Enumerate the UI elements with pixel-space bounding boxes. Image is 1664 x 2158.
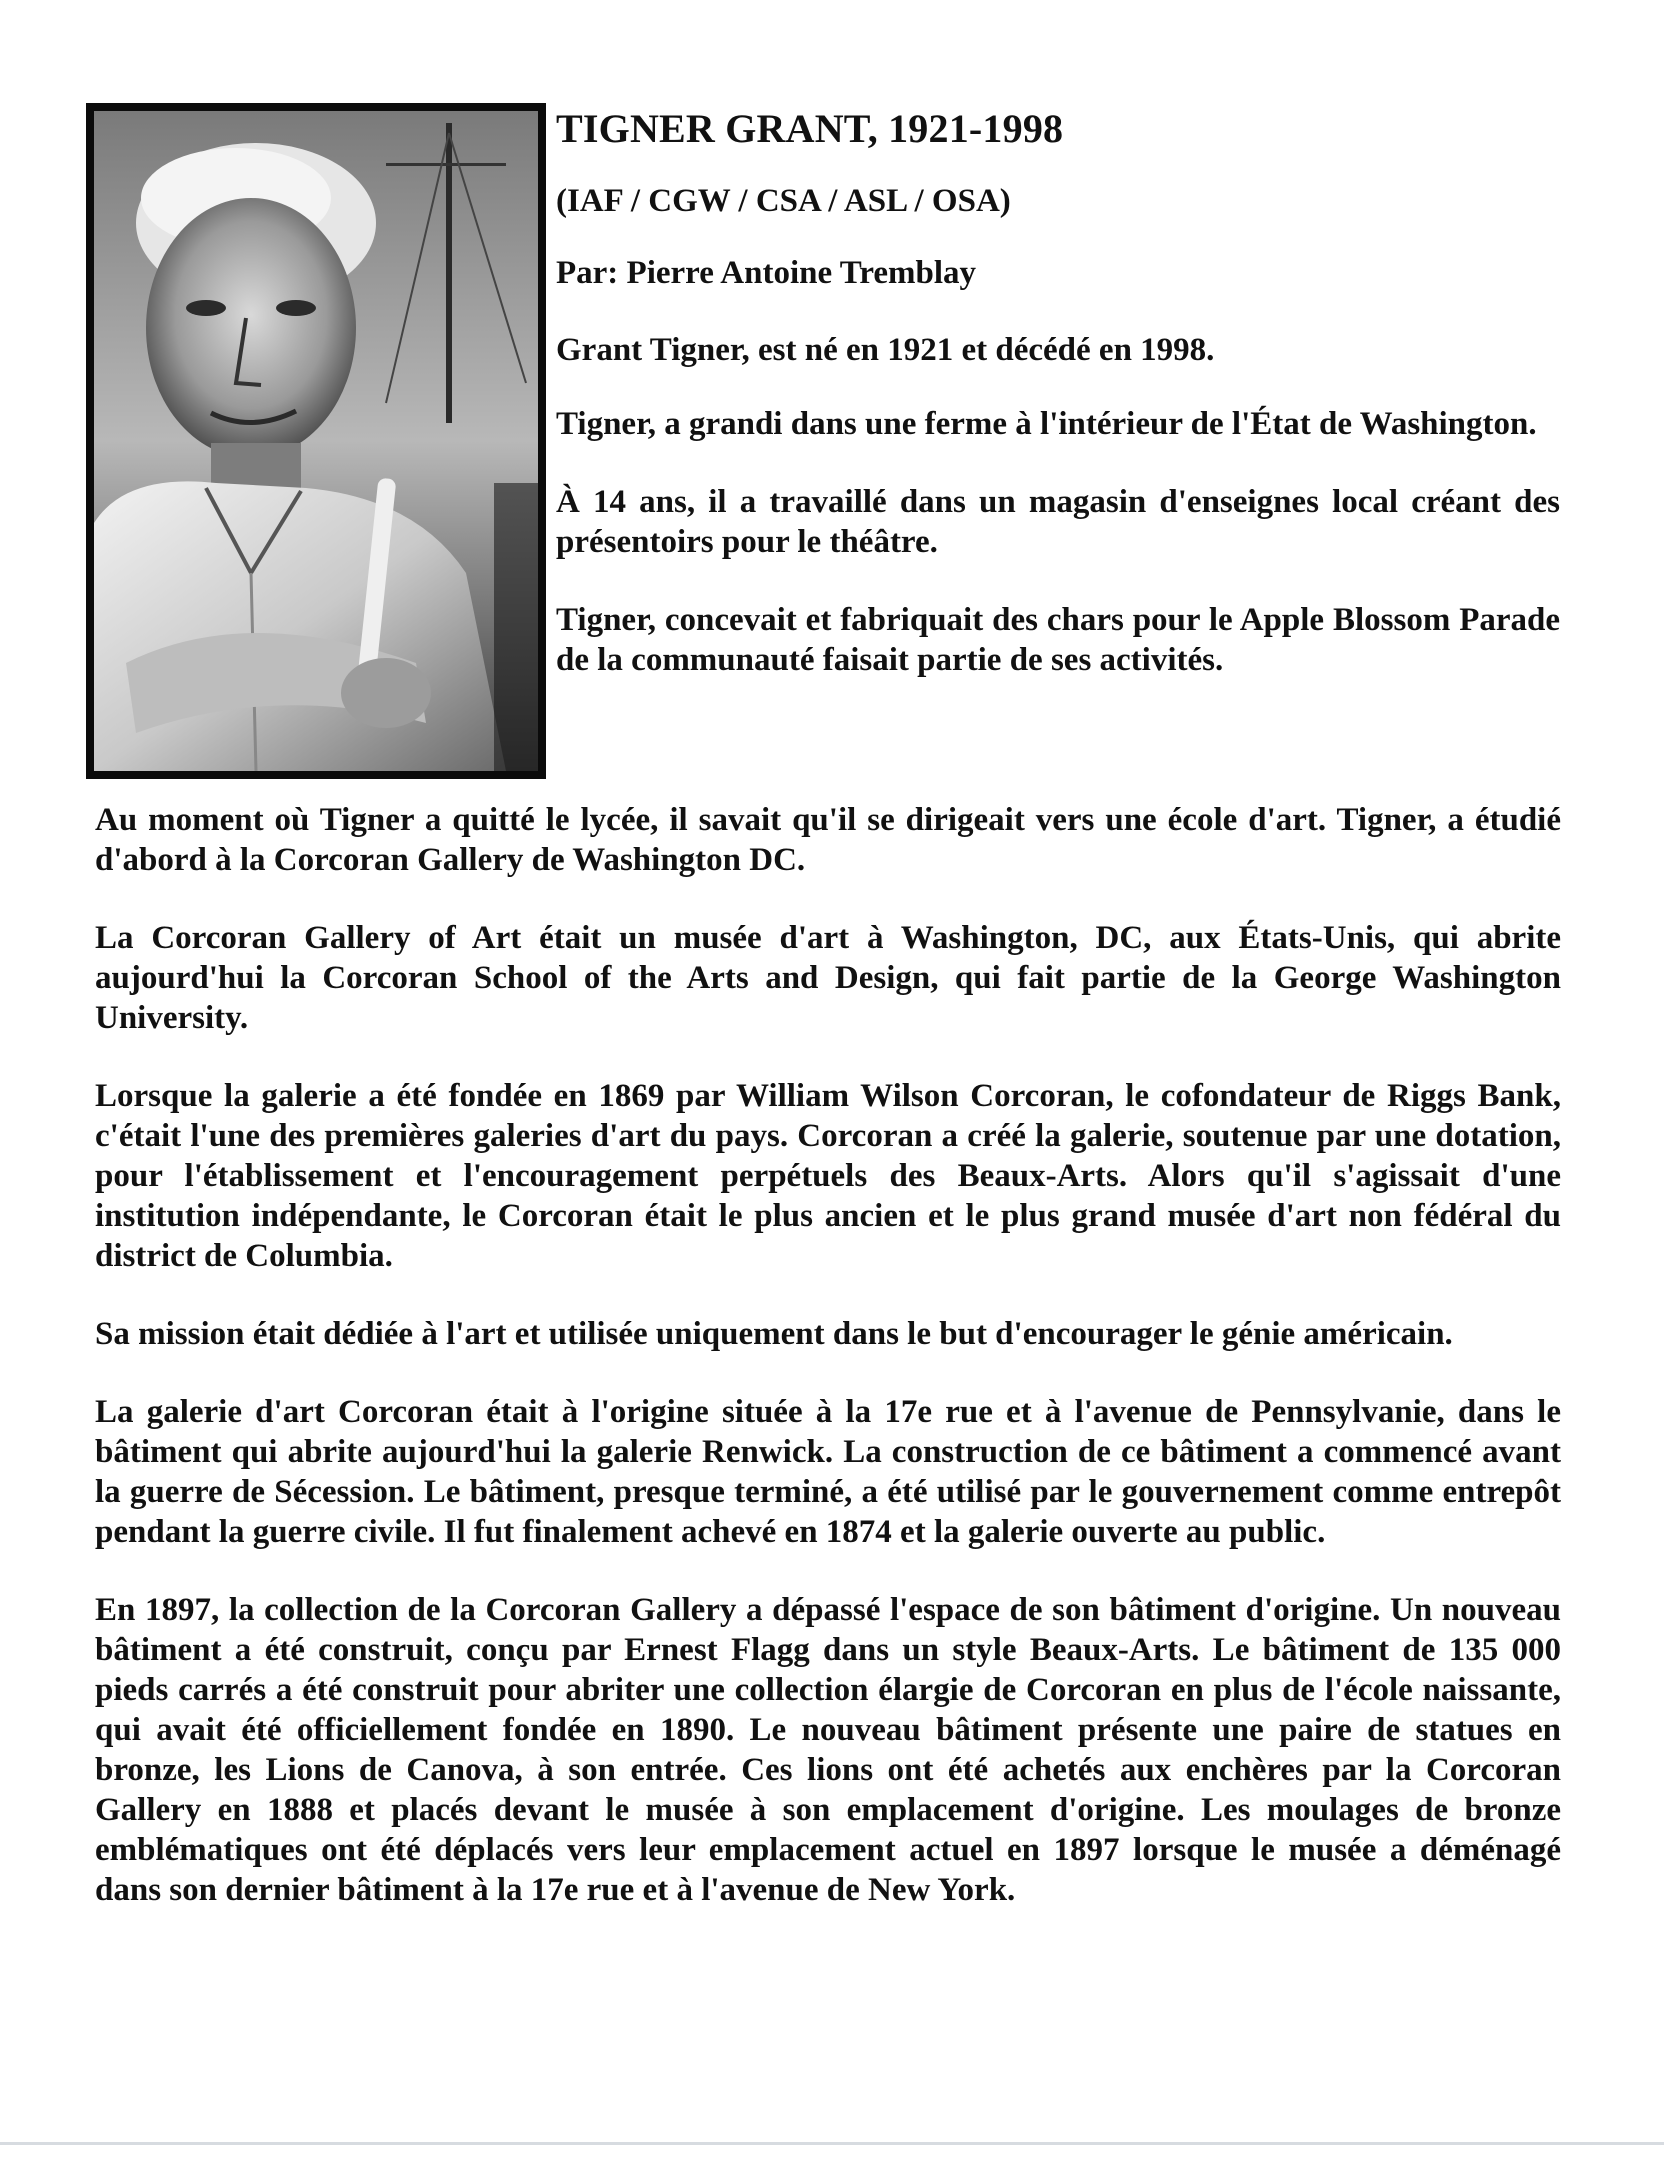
header-block: [556, 104, 1560, 680]
body-paragraph: Au moment où Tigner a quitté le lycée, il savait qu'il se dirigeait vers une école d'art. Tigner, a étudié d'abord à la Corcoran Gallery de Washington DC.: [95, 802, 1561, 878]
born-died-line: Grant Tigner, est né en 1921 et décédé en 1998.: [556, 332, 1215, 368]
body-paragraph: En 1897, la collection de la Corcoran Gallery a dépassé l'espace de son bâtiment d'origine. Un nouveau bâtiment a été construit, conçu par Ernest Flagg dans un style Beaux-Arts. Le bâtiment de 135 000 pieds carrés a été construit pour abriter une collection élargie de Corcoran en plus de l'école naissante, qui avait été officiellement fondée en 1890. Le nouveau bâtiment présente une paire de statues en bronze, les Lions de Canova, à son entrée. Ces lions ont été achetés aux enchères par la Corcoran Gallery en 1888 et placés devant le musée à son emplacement d'origine. Les moulages de bronze emblématiques ont été déplacés vers leur emplacement actuel en 1897 lorsque le musée a déménagé dans son dernier bâtiment à la 17e rue et à l'avenue de New York.: [95, 1592, 1561, 1908]
author-line: Par: Pierre Antoine Tremblay: [556, 255, 977, 291]
body-paragraph: La Corcoran Gallery of Art était un musée d'art à Washington, DC, aux États-Unis, qui abrite aujourd'hui la Corcoran School of the Arts and Design, qui fait partie de la George Washington University.: [95, 920, 1561, 1036]
scan-edge-line: [0, 2142, 1664, 2145]
document-title: TIGNER GRANT, 1921-1998: [556, 106, 1064, 151]
header-paragraph: À 14 ans, il a travaillé dans un magasin d'enseignes local créant des présentoirs pour le théâtre.: [556, 484, 1560, 560]
affiliations-line: (IAF / CGW / CSA / ASL / OSA): [556, 183, 1011, 219]
artist-portrait-photo: [86, 103, 546, 779]
header-paragraph: Tigner, concevait et fabriquait des chars pour le Apple Blossom Parade de la communauté faisait partie de ses activités.: [556, 602, 1560, 678]
body-paragraph: Sa mission était dédiée à l'art et utilisée uniquement dans le but d'encourager le génie américain.: [95, 1316, 1453, 1352]
body-paragraph: Lorsque la galerie a été fondée en 1869 par William Wilson Corcoran, le cofondateur de Riggs Bank, c'était l'une des premières galeries d'art du pays. Corcoran a créé la galerie, soutenue par une dotation, pour l'établissement et l'encouragement perpétuels des Beaux-Arts. Alors qu'il s'agissait d'une institution indépendante, le Corcoran était le plus ancien et le plus grand musée d'art non fédéral du district de Columbia.: [95, 1078, 1561, 1274]
header-paragraph: Tigner, a grandi dans une ferme à l'intérieur de l'État de Washington.: [556, 406, 1537, 442]
body-text: [95, 800, 1561, 1948]
body-paragraph: La galerie d'art Corcoran était à l'origine située à la 17e rue et à l'avenue de Pennsylvanie, dans le bâtiment qui abrite aujourd'hui la galerie Renwick. La construction de ce bâtiment a commencé avant la guerre de Sécession. Le bâtiment, presque terminé, a été utilisé par le gouvernement comme entrepôt pendant la guerre civile. Il fut finalement achevé en 1874 et la galerie ouverte au public.: [95, 1394, 1561, 1550]
